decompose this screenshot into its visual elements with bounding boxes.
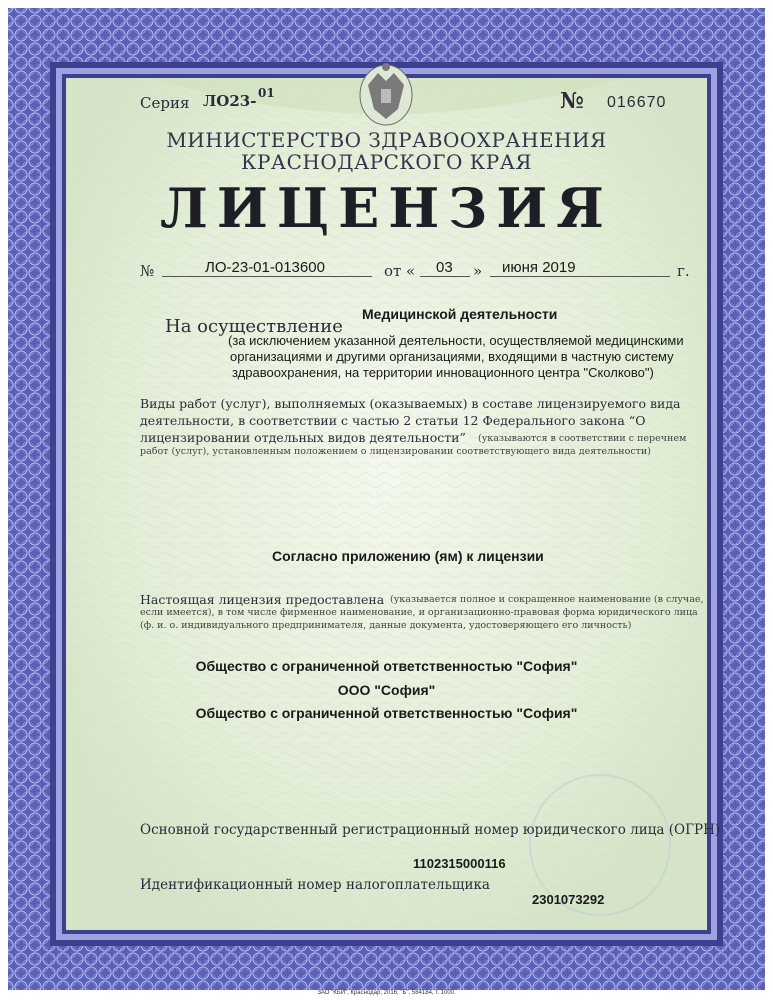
ogrn-label: Основной государственный регистрационный номер юридического лица (ОГРН) — [140, 822, 721, 838]
from-label: от — [384, 262, 402, 280]
holder-line3-note: (ф. и. о. индивидуального предпринимателя, данные документа, удостоверяющего его личность) — [140, 620, 632, 631]
license-day: 03 — [436, 259, 453, 276]
license-number-sign: № — [140, 262, 155, 280]
holder-line1-note: (указывается полное и сокращенное наименование (в случае, — [390, 594, 704, 605]
activity-note-line3: здравоохранения, на территории инновационного центра "Сколково") — [232, 365, 654, 380]
series-suffix: 01 — [258, 86, 275, 100]
works-value: Согласно приложению (ям) к лицензии — [272, 548, 544, 564]
series-value: ЛО23- — [203, 92, 257, 110]
holder-brand-name: Общество с ограниченной ответственностью "София" — [195, 705, 578, 721]
form-number: 016670 — [607, 94, 667, 111]
works-line3: лицензировании отдельных видов деятельности” — [140, 430, 466, 445]
activity-label: На осуществление — [165, 316, 343, 337]
series-label: Серия — [140, 94, 190, 112]
works-line3-note: (указываются в соответствии с перечнем — [478, 433, 687, 444]
license-month-year: июня 2019 — [502, 259, 576, 276]
holder-line2-note: если имеется), в том числе фирменное наименование, и организационно-правовая форма юридического лица — [140, 607, 698, 618]
inn-label: Идентификационный номер налогоплательщика — [140, 877, 490, 893]
holder-full-name: Общество с ограниченной ответственностью "София" — [195, 658, 578, 674]
holder-short-name: ООО "София" — [337, 682, 436, 698]
number-sign: № — [560, 88, 584, 114]
ogrn-value: 1102315000116 — [413, 856, 506, 871]
activity-note-line2: организациями и другими организациями, входящими в частную систему — [230, 349, 674, 364]
works-line4-note: работ (услуг), установленным положением о лицензировании соответствующего вида деятельности) — [140, 446, 651, 457]
printer-note: ЗАО "КБИ", Краснодар, 2016, "Б", 584184, т. 1000. — [317, 990, 456, 996]
quote-open: « — [406, 262, 416, 280]
quote-close: » — [473, 262, 483, 280]
holder-line1: Настоящая лицензия предоставлена — [140, 592, 385, 607]
ministry-line1: МИНИСТЕРСТВО ЗДРАВООХРАНЕНИЯ — [166, 128, 607, 152]
works-line2: деятельности, в соответствии с частью 2 статьи 12 Федерального закона “О — [140, 413, 646, 428]
ministry-line2: КРАСНОДАРСКОГО КРАЯ — [241, 150, 532, 174]
works-line1: Виды работ (услуг), выполняемых (оказываемых) в составе лицензируемого вида — [140, 396, 681, 411]
document-title: ЛИЦЕНЗИЯ — [160, 176, 613, 240]
activity-name: Медицинской деятельности — [362, 306, 558, 322]
year-suffix: г. — [677, 262, 690, 280]
activity-note-line1: (за исключением указанной деятельности, осуществляемой медицинскими — [228, 333, 684, 348]
inn-value: 2301073292 — [532, 892, 605, 907]
license-number-value: ЛО-23-01-013600 — [205, 259, 325, 276]
